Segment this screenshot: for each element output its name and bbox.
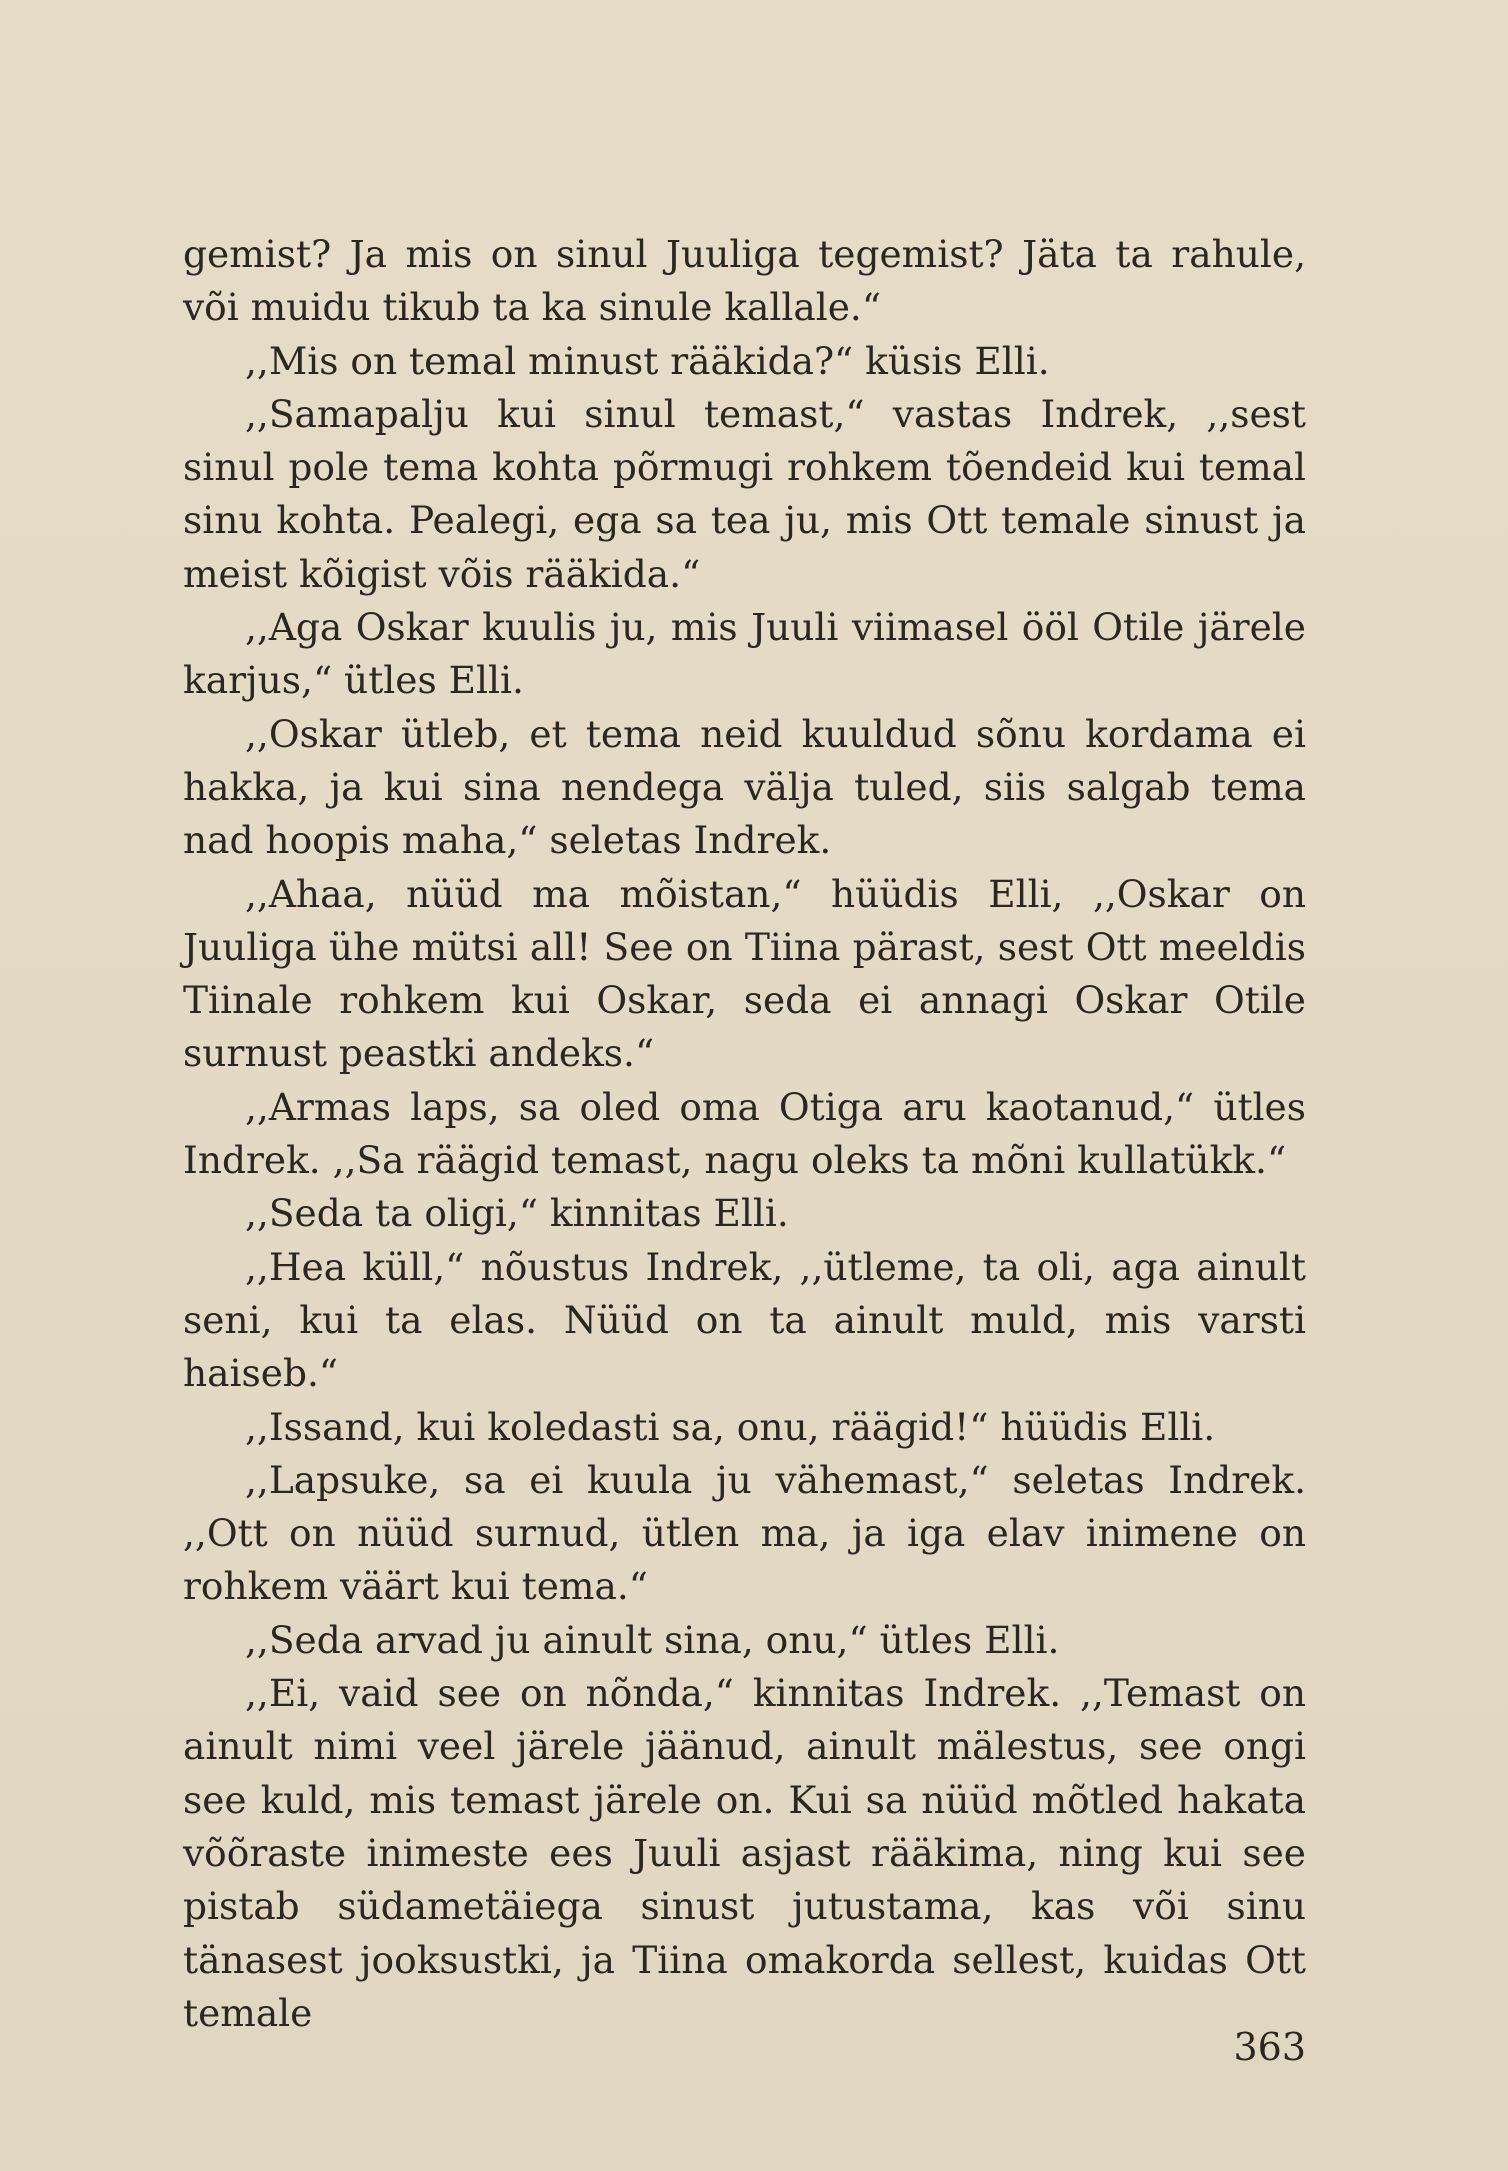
body-text: [183, 228, 1306, 2040]
paragraph-6: ,,Ahaa, nüüd ma mõistan,“ hüüdis Elli, ,,Oskar on Juuliga ühe mütsi all! See on Tiina pärast, sest Ott meeldis Tiinale rohkem kui Oskar, seda ei annagi Oskar Otile surnust peastki andeks.“: [183, 871, 1306, 1076]
paragraph-1: gemist? Ja mis on sinul Juuliga tegemist? Jäta ta rahule, või muidu tikub ta ka sinule kallale.“: [183, 232, 1306, 330]
paragraph-5: ,,Oskar ütleb, et tema neid kuuldud sõnu kordama ei hakka, ja kui sina nendega välja tuled, siis salgab tema nad hoopis maha,“ seletas Indrek.: [183, 711, 1306, 863]
paragraph-12: ,,Seda arvad ju ainult sina, onu,“ ütles Elli.: [245, 1617, 1060, 1662]
page-number: 363: [1233, 2025, 1306, 2069]
paragraph-2: ,,Mis on temal minust rääkida?“ küsis Elli.: [245, 338, 1050, 383]
paragraph-3: ,,Samapalju kui sinul temast,“ vastas Indrek, ,,sest sinul pole tema kohta põrmugi rohkem tõendeid kui temal sinu kohta. Pealegi, ega sa tea ju, mis Ott temale sinust ja meist kõigist võis rääkida.“: [183, 391, 1306, 596]
paragraph-11: ,,Lapsuke, sa ei kuula ju vähemast,“ seletas Indrek. ,,Ott on nüüd surnud, ütlen ma, ja iga elav inimene on rohkem väärt kui tema.“: [183, 1457, 1306, 1609]
paragraph-8: ,,Seda ta oligi,“ kinnitas Elli.: [245, 1191, 789, 1236]
paragraph-10: ,,Issand, kui koledasti sa, onu, räägid!“ hüüdis Elli.: [245, 1404, 1216, 1449]
paragraph-13: ,,Ei, vaid see on nõnda,“ kinnitas Indrek. ,,Temast on ainult nimi veel järele jäänud, ainult mälestus, see ongi see kuld, mis temast järele on. Kui sa nüüd mõtled hakata võõraste inimeste ees Juuli asjast rääkima, ning kui see pistab südametäiega sinust jutustama, kas või sinu tänasest jooksustki, ja Tiina omakorda sellest, kuidas Ott temale: [183, 1671, 1306, 2035]
paragraph-9: ,,Hea küll,“ nõustus Indrek, ,,ütleme, ta oli, aga ainult seni, kui ta elas. Nüüd on ta ainult muld, mis varsti haiseb.“: [183, 1244, 1306, 1396]
paragraph-4: ,,Aga Oskar kuulis ju, mis Juuli viimasel ööl Otile järele karjus,“ ütles Elli.: [183, 605, 1306, 703]
paragraph-7: ,,Armas laps, sa oled oma Otiga aru kaotanud,“ ütles Indrek. ,,Sa räägid temast, nagu oleks ta mõni kullatükk.“: [183, 1084, 1306, 1183]
